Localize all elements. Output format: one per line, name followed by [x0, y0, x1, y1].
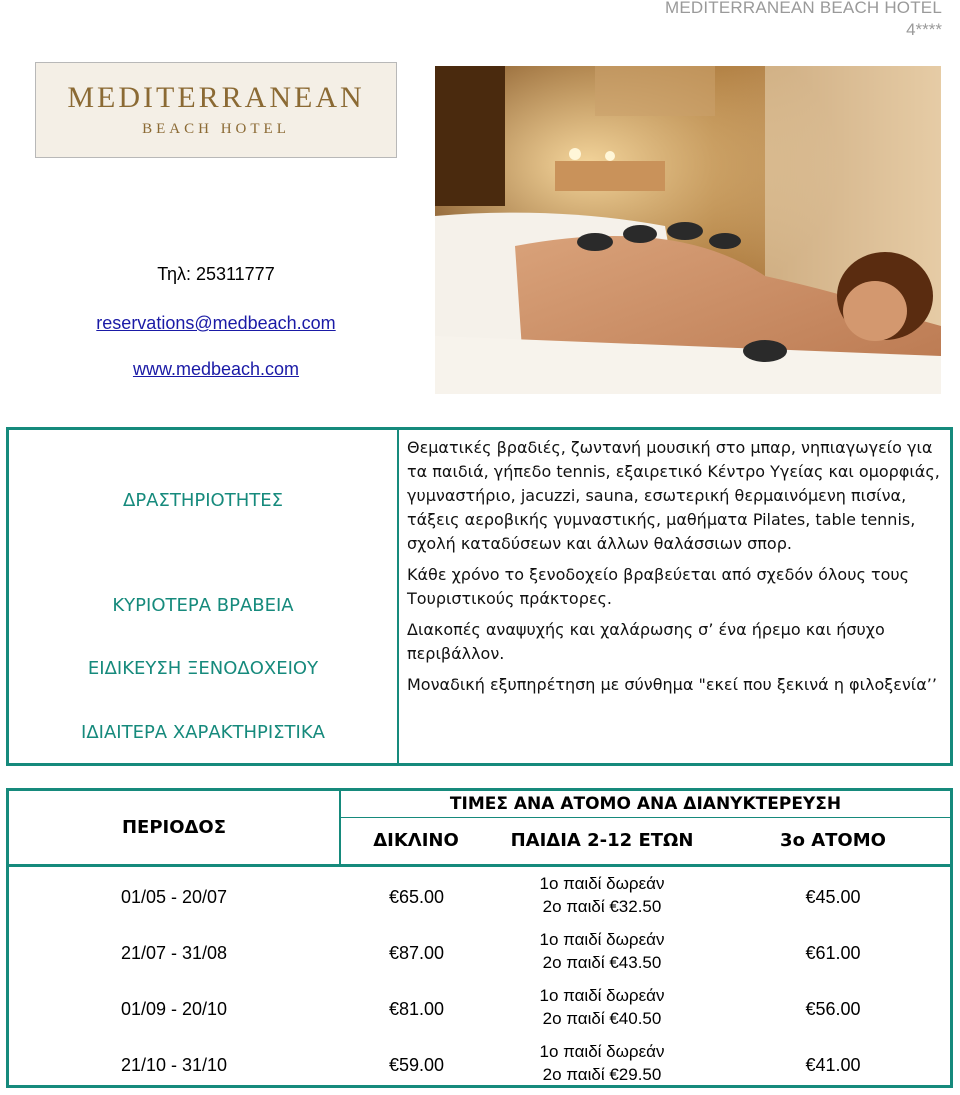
logo-main-text: MEDITERRANEAN — [67, 81, 365, 114]
row-second-child: 2ο παιδί €32.50 — [542, 897, 662, 916]
website-link[interactable]: www.medbeach.com — [132, 359, 300, 379]
price-table — [6, 788, 953, 1088]
row-double-price: €65.00 — [389, 887, 445, 907]
row-period: 21/07 - 31/08 — [120, 943, 228, 963]
features-text: Μοναδική εξυπηρέτηση με σύνθημα "εκεί που ξεκινά η φιλοξενία’’ — [407, 675, 937, 694]
email-link[interactable]: reservations@medbeach.com — [96, 313, 336, 333]
specialization-text: Διακοπές αναψυχής και χαλάρωσης σ’ ένα ήρεμο και ήσυχο περιβάλλον. — [407, 620, 885, 663]
row-double-price: €59.00 — [389, 1055, 445, 1075]
row-first-child: 1ο παιδί δωρεάν — [539, 930, 665, 949]
phone-number: Τηλ: 25311777 — [157, 264, 275, 284]
row-third-person-price: €61.00 — [805, 943, 861, 963]
row-period: 01/09 - 20/10 — [120, 999, 228, 1019]
table-row — [9, 983, 950, 1039]
third-person-header: 3ο ΑΤΟΜΟ — [780, 830, 886, 851]
label-features: ΙΔΙΑΙΤΕΡΑ ΧΑΡΑΚΤΗΡΙΣΤΙΚΑ — [81, 722, 325, 743]
row-first-child: 1ο παιδί δωρεάν — [539, 986, 665, 1005]
activities-text: Θεματικές βραδιές, ζωντανή μουσική στο μπαρ, νηπιαγωγείο για τα παιδιά, γήπεδο tennis, εξαιρετικό Κέντρο Υγείας και ομορφιάς, γυμναστήριο, jacuzzi, sauna, εσωτερική θερμαινόμενη πισίνα, τάξεις αεροβικής γυμναστικής, μαθήματα Pilates, table tennis, σχολή καταδύσεων και άλλων θαλάσσιων σπορ. — [407, 438, 940, 553]
row-third-person-price: €41.00 — [805, 1055, 861, 1075]
header-divider — [9, 864, 950, 867]
hotel-stars: 4**** — [906, 20, 942, 39]
row-period: 01/05 - 20/07 — [120, 887, 228, 907]
row-second-child: 2ο παιδί €43.50 — [542, 953, 662, 972]
row-second-child: 2ο παιδί €29.50 — [542, 1065, 662, 1084]
row-period: 21/10 - 31/10 — [120, 1055, 228, 1075]
awards-text: Κάθε χρόνο το ξενοδοχείο βραβεύεται από σχεδόν όλους τους Τουριστικούς πράκτορες. — [407, 565, 910, 608]
info-labels-column — [9, 430, 399, 763]
table-row — [9, 927, 950, 983]
label-specialization: ΕΙΔΙΚΕΥΣΗ ΞΕΝΟΔΟΧΕΙΟΥ — [87, 658, 319, 679]
row-double-price: €87.00 — [389, 943, 445, 963]
table-row — [9, 871, 950, 927]
row-second-child: 2ο παιδί €40.50 — [542, 1009, 662, 1028]
label-activities: ΔΡΑΣΤΗΡΙΟΤΗΤΕΣ — [123, 490, 283, 511]
label-awards: ΚΥΡΙΟΤΕΡΑ ΒΡΑΒΕΙΑ — [112, 595, 294, 616]
prices-title: ΤΙΜΕΣ ΑΝΑ ΑΤΟΜΟ ΑΝΑ ΔΙΑΝΥΚΤΕΡΕΥΣΗ — [449, 794, 842, 814]
hotel-name-header: MEDITERRANEAN BEACH HOTEL — [664, 0, 942, 17]
row-third-person-price: €45.00 — [805, 887, 861, 907]
period-header: ΠΕΡΙΟΔΟΣ — [121, 817, 227, 838]
header-divider — [341, 817, 950, 818]
spa-photo — [435, 66, 941, 394]
table-row — [9, 1039, 950, 1095]
row-first-child: 1ο παιδί δωρεάν — [539, 1042, 665, 1061]
row-double-price: €81.00 — [389, 999, 445, 1019]
hotel-info-table — [6, 427, 953, 766]
double-room-header: ΔΙΚΛΙΝΟ — [373, 830, 459, 851]
children-header: ΠΑΙΔΙΑ 2-12 ΕΤΩΝ — [510, 830, 694, 851]
hotel-logo — [35, 62, 397, 158]
row-first-child: 1ο παιδί δωρεάν — [539, 874, 665, 893]
info-content-column — [407, 436, 947, 704]
row-third-person-price: €56.00 — [805, 999, 861, 1019]
logo-sub-text: BEACH HOTEL — [142, 121, 290, 137]
